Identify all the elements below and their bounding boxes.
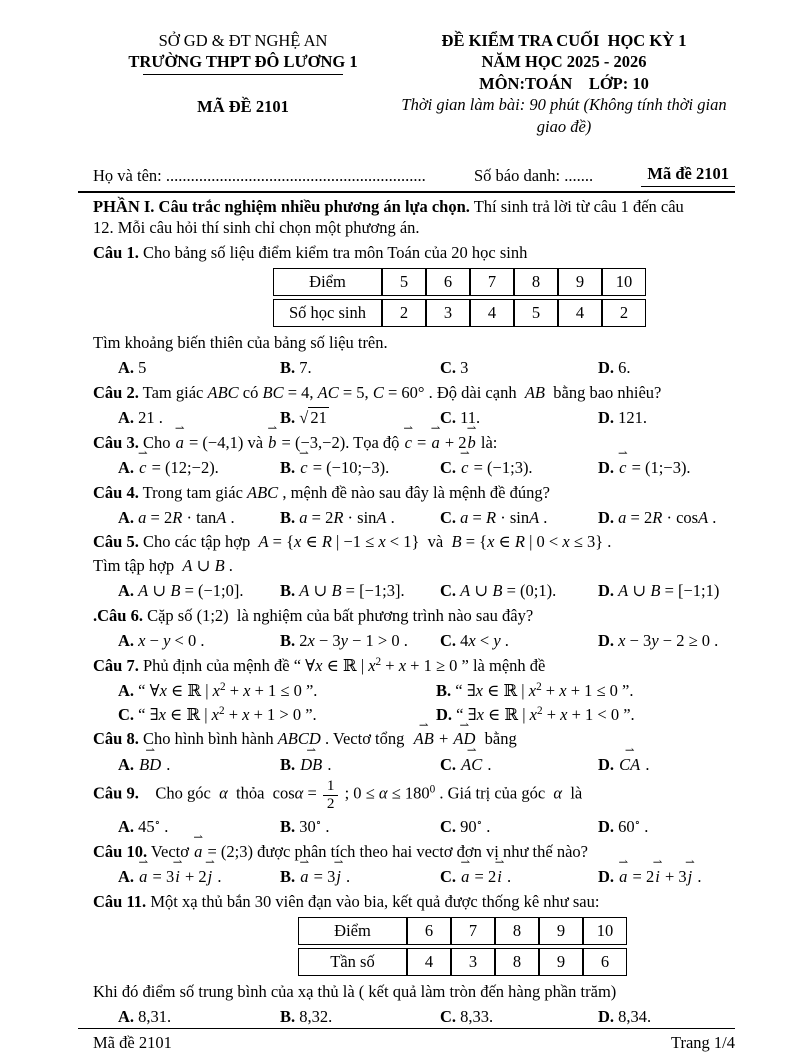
option-C: C. AC ⇀ .: [440, 752, 598, 775]
math-variable: a: [460, 508, 469, 527]
table-row: [273, 299, 646, 327]
option-key: B.: [280, 508, 296, 527]
question-stem: Tìm tập hợp A ∪ B .: [93, 555, 233, 575]
math-variable: y: [651, 631, 659, 651]
table-cell: 8: [495, 917, 539, 945]
table-cell: 6: [583, 948, 627, 976]
superscript: 2: [536, 681, 542, 694]
math-variable: B: [170, 581, 181, 601]
question-label: Câu 8.: [93, 729, 139, 749]
superscript: 2: [536, 704, 543, 717]
radicand: 21: [310, 408, 327, 428]
table-cell: 10: [583, 917, 627, 945]
option-C: C. A ∪ B = (0;1).: [440, 581, 557, 601]
math-variable: x: [529, 704, 537, 724]
options-row: [118, 453, 735, 478]
option-B: B. 7.: [280, 358, 312, 378]
table-cell: 4: [558, 299, 602, 327]
vector: AC ⇀: [460, 754, 483, 775]
table-cell: 6: [426, 268, 470, 296]
table-cell: Điểm: [273, 268, 382, 296]
math-variable: x: [368, 655, 376, 675]
question-4: [93, 480, 735, 529]
superscript: 0: [429, 783, 436, 796]
option-A: A. “ ∀x ∈ ℝ | $x^2 + x + 1 \le 0$ ”.: [118, 681, 318, 701]
option-D: D. c ⇀ = (1;−3).: [598, 455, 735, 478]
math-variable: R: [485, 508, 497, 527]
option-C: C. c ⇀ = (−1;3).: [440, 455, 598, 478]
math-variable: x: [138, 631, 146, 651]
option-D: D. 6.: [598, 358, 631, 378]
vector: b ⇀: [267, 432, 277, 453]
option-A: A. 8,31.: [118, 1007, 172, 1027]
option-C: C. 8,33.: [440, 1007, 494, 1027]
options-row: [118, 676, 735, 725]
superscript: 2: [218, 704, 225, 717]
table-cell: 6: [407, 917, 451, 945]
option-B: B. A ∪ B = [−1;3].: [280, 581, 405, 601]
question-label: Câu 3.: [93, 432, 139, 452]
math-variable: a: [618, 508, 627, 527]
question-stem: .Câu 6. Cặp số (1;2) là nghiệm của bất phương trình nào sau đây?: [93, 605, 534, 625]
duration-line: Thời gian làm bài: 90 phút (Không tính thời gian giao đề): [401, 95, 731, 136]
question-stem: Câu 4. Trong tam giác ABC , mệnh đề nào sau đây là mệnh đề đúng?: [93, 482, 550, 502]
option-key: A.: [118, 631, 135, 651]
options-row: [118, 353, 735, 378]
option-key: C.: [440, 358, 457, 378]
table-cell: Số học sinh: [273, 299, 382, 327]
option-key: A.: [118, 508, 135, 527]
math-variable: x: [559, 681, 567, 701]
question-11: [93, 889, 735, 1028]
math-variable: AC: [317, 382, 339, 402]
question-stem: Câu 5. Cho các tập hợp A = {x ∈ R | −1 ≤ x < 1} và B = {x ∈ R | 0 < x ≤ 3} .: [93, 532, 612, 552]
table-cell: Điểm: [298, 917, 407, 945]
option-key: A.: [118, 1007, 135, 1027]
option-key: D.: [598, 581, 615, 601]
table-row: [298, 917, 627, 945]
math-variable: x: [476, 704, 484, 724]
question-2: [93, 380, 735, 429]
option-key: C.: [440, 408, 457, 428]
school-year: NĂM HỌC 2025 - 2026: [481, 52, 647, 72]
question-stem-continued: Tìm khoảng biến thiên của bảng số liệu trên.: [93, 332, 388, 352]
option-key: D.: [598, 867, 615, 887]
option-key: D.: [598, 458, 615, 478]
math-variable: ABC: [247, 482, 279, 502]
option-A: A. x − y < 0 .: [118, 631, 205, 651]
superscript: 2: [219, 681, 226, 694]
vector: j ⇀: [335, 866, 342, 887]
option-A: A. 5: [118, 358, 147, 378]
vector: c ⇀: [618, 457, 627, 478]
question-3: [93, 430, 735, 479]
question-stem: Câu 2. Tam giác ABC có BC = 4, AC = 5, C = 60° . Độ dài cạnh AB bằng bao nhiêu?: [93, 382, 662, 402]
vector: AD ⇀: [452, 728, 476, 749]
option-A: A. BD ⇀ .: [118, 752, 280, 775]
table-cell: Tần số: [298, 948, 407, 976]
option-key: A.: [118, 358, 135, 378]
question-stem: Câu 9. Cho góc α thỏa cosα = $\frac{1}{2}$ ; $0 \le \alpha \le 180^0$ . Giá trị của góc α là: [93, 777, 583, 812]
vector: a ⇀: [299, 866, 309, 887]
table-cell: 5: [514, 299, 558, 327]
table-cell: 8: [495, 948, 539, 976]
vector: a ⇀: [618, 866, 628, 887]
footer-page-number: Trang 1/4: [670, 1032, 735, 1052]
vector: a ⇀: [460, 866, 470, 887]
question-8: [93, 726, 735, 775]
vector: c ⇀: [138, 457, 147, 478]
option-D: D. “ ∃x ∈ ℝ | $x^2 + x + 1 < 0$ ”.: [436, 704, 635, 724]
option-C: C. 90∘ .: [440, 817, 491, 837]
option-B: [280, 405, 440, 428]
table-cell: 4: [470, 299, 514, 327]
candidate-number-line: Số báo danh: .......: [473, 166, 594, 186]
question-stem: Câu 10. Vectơ a ⇀ = (2;3) được phân tích theo hai vectơ đơn vị như thế nào?: [93, 839, 735, 862]
department-name: SỞ GD & ĐT NGHỆ AN: [158, 31, 328, 50]
math-variable: R: [514, 532, 525, 552]
question-stem: Câu 11. Một xạ thủ bắn 30 viên đạn vào bia, kết quả được thống kê như sau:: [93, 891, 600, 911]
option-key: B.: [280, 408, 296, 428]
math-variable: x: [378, 532, 386, 552]
option-D: D. a = 2R · cosA .: [598, 508, 717, 527]
option-D: D. 8,34.: [598, 1007, 652, 1027]
question-label: Câu 4.: [93, 482, 139, 502]
math-variable: x: [562, 532, 570, 552]
math-variable: α: [378, 783, 388, 803]
math-variable: R: [652, 508, 663, 527]
option-D: D. A ∪ B = [−1;1): [598, 581, 720, 601]
exam-header: [93, 30, 735, 137]
table-cell: 2: [602, 299, 646, 327]
exam-code: MÃ ĐỀ 2101: [197, 96, 289, 116]
math-variable: A: [138, 581, 149, 601]
numerator: 1: [323, 778, 339, 795]
option-key: D.: [598, 408, 615, 428]
question-label: Câu 9.: [93, 783, 139, 803]
math-variable: x: [159, 681, 167, 701]
option-key: C.: [440, 508, 457, 527]
question-label: Câu 10.: [93, 841, 148, 861]
math-variable: R: [321, 532, 332, 552]
math-variable: A: [299, 581, 310, 601]
table-cell: 3: [451, 948, 495, 976]
vector: c ⇀: [460, 457, 469, 478]
math-variable: α: [553, 783, 563, 803]
superscript: ∘: [634, 817, 641, 830]
option-key: B.: [280, 817, 296, 837]
option-key: A.: [118, 681, 135, 701]
math-variable: x: [475, 681, 483, 701]
option-key: D.: [436, 704, 453, 724]
option-A: A. 45∘ .: [118, 817, 169, 837]
questions: [93, 239, 735, 1028]
subject-line: MÔN:TOÁN LỚP: 10: [479, 73, 649, 93]
math-variable: x: [242, 704, 250, 724]
header-right-block: [393, 30, 735, 137]
radical-sign: √: [299, 408, 309, 428]
question-7: [93, 653, 735, 726]
option-key: D.: [598, 508, 615, 527]
option-key: B.: [280, 581, 296, 601]
question-label: Câu 11.: [93, 891, 147, 911]
vector: AB ⇀: [413, 728, 435, 749]
vector: DB ⇀: [299, 754, 323, 775]
table-cell: 7: [470, 268, 514, 296]
math-variable: x: [468, 631, 476, 651]
option-key: B.: [280, 458, 296, 478]
option-D: D. a ⇀ = 2i ⇀ + 3j ⇀ .: [598, 864, 735, 887]
part1-heading-line2: 12. Mỗi câu hỏi thí sinh chỉ chọn một phương án.: [93, 218, 420, 238]
table-cell: 9: [539, 948, 583, 976]
vector: b ⇀: [467, 432, 477, 453]
vector: a ⇀: [430, 432, 440, 453]
vector: BD ⇀: [138, 754, 162, 775]
math-variable: R: [333, 508, 344, 527]
header-left-block: [93, 30, 393, 137]
math-variable: B: [650, 581, 661, 601]
math-variable: x: [528, 681, 537, 701]
vector: a ⇀: [138, 866, 148, 887]
data-table: [298, 914, 627, 979]
math-variable: x: [560, 704, 568, 724]
vector: j ⇀: [687, 866, 694, 887]
denominator: 2: [326, 794, 335, 812]
vector: c ⇀: [299, 457, 308, 478]
options-row: [118, 503, 735, 528]
option-key: B.: [436, 681, 452, 701]
option-key: A.: [118, 458, 135, 478]
table-cell: 8: [514, 268, 558, 296]
option-key: C.: [440, 581, 457, 601]
question-stem: Câu 3. Cho a ⇀ = (−4,1) và b ⇀ = (−3,−2). Tọa độ c ⇀ = a ⇀ + 2b ⇀ là:: [93, 430, 735, 453]
option-D: D. 121.: [598, 408, 648, 428]
question-stem: Câu 1. Cho bảng số liệu điểm kiểm tra môn Toán của 20 học sinh: [93, 242, 528, 262]
table-cell: 10: [602, 268, 646, 296]
part1-heading-rest: Thí sinh trả lời từ câu 1 đến câu: [469, 196, 684, 216]
option-key: B.: [280, 358, 296, 378]
footer-exam-code: Mã đề 2101: [93, 1032, 172, 1052]
part1-heading: [93, 196, 735, 217]
option-A: A. a ⇀ = 3i ⇀ + 2j ⇀ .: [118, 864, 280, 887]
part1-heading-bold: PHẦN I. Câu trắc nghiệm nhiều phương án lựa chọn.: [93, 196, 470, 216]
superscript: ∘: [315, 817, 322, 830]
math-variable: x: [315, 655, 323, 675]
option-C: C. 3: [440, 358, 469, 378]
math-variable: A: [258, 532, 269, 552]
options-row: [118, 1002, 735, 1027]
option-D: D. CA ⇀ .: [598, 752, 735, 775]
table-cell: 3: [426, 299, 470, 327]
superscript: ∘: [154, 817, 161, 830]
superscript: 2: [375, 655, 382, 668]
option-B: B. “ ∃x ∈ ℝ | $x^2 + x + 1 \le 0$ ”.: [436, 681, 634, 701]
option-key: C.: [118, 704, 135, 724]
math-variable: B: [492, 581, 503, 601]
option-key: A.: [118, 817, 135, 837]
option-B: B. a ⇀ = 3j ⇀ .: [280, 864, 440, 887]
table-cell: 4: [407, 948, 451, 976]
option-A: A. c ⇀ = (12;−2).: [118, 455, 280, 478]
option-key: C.: [440, 867, 457, 887]
option-key: B.: [280, 631, 296, 651]
option-B: B. a = 2R · sinA .: [280, 508, 395, 527]
question-label: Câu 7.: [93, 655, 139, 675]
options-row: [118, 862, 735, 887]
option-key: C.: [440, 458, 457, 478]
table-row: [298, 948, 627, 976]
math-variable: A: [182, 555, 193, 575]
question-1: [93, 240, 735, 379]
math-variable: y: [340, 631, 348, 651]
table-cell: 9: [558, 268, 602, 296]
table-row: [273, 268, 646, 296]
options-row: [118, 403, 735, 428]
option-B: B. 8,32.: [280, 1007, 333, 1027]
vector: i ⇀: [174, 866, 181, 887]
math-variable: C: [372, 382, 384, 402]
option-key: C.: [440, 754, 457, 774]
question-label: .Câu 6.: [93, 605, 143, 625]
option-key: B.: [280, 1007, 296, 1027]
option-B: B. 2x − 3y − 1 > 0 .: [280, 631, 408, 651]
table-cell: 7: [451, 917, 495, 945]
option-D: D. x − 3y − 2 ≥ 0 .: [598, 631, 719, 651]
option-B: B. DB ⇀ .: [280, 752, 440, 775]
question-label: Câu 1.: [93, 242, 139, 262]
vector: i ⇀: [654, 866, 661, 887]
math-variable: x: [158, 704, 166, 724]
vector: j ⇀: [207, 866, 214, 887]
candidate-info-row: [78, 163, 735, 192]
math-variable: A: [698, 508, 709, 527]
math-variable: x: [212, 681, 220, 701]
math-variable: a: [138, 508, 147, 527]
exam-code-badge: Mã đề 2101: [641, 163, 735, 186]
question-stem-continued: Khi đó điểm số trung bình của xạ thủ là ( kết quả làm tròn đến hàng phần trăm): [93, 981, 617, 1001]
option-C: C. a = R · sinA .: [440, 508, 548, 527]
option-D: D. 60∘ .: [598, 817, 649, 837]
math-variable: A: [529, 508, 540, 527]
option-key: C.: [440, 817, 457, 837]
question-10: [93, 839, 735, 888]
math-variable: ABCD: [277, 729, 321, 749]
data-table: [273, 265, 646, 330]
option-key: D.: [598, 1007, 615, 1027]
option-A: A. 21 .: [118, 408, 163, 428]
math-variable: A: [618, 581, 629, 601]
superscript: ∘: [476, 817, 483, 830]
option-key: D.: [598, 754, 615, 774]
vector: a ⇀: [175, 432, 185, 453]
option-B: B. 30∘ .: [280, 817, 330, 837]
math-variable: y: [493, 631, 501, 651]
option-C: C. 11.: [440, 408, 481, 428]
square-root: [299, 407, 329, 427]
option-A: A. A ∪ B = (−1;0].: [118, 581, 244, 601]
math-variable: α: [219, 783, 228, 803]
option-key: C.: [440, 1007, 457, 1027]
question-label: Câu 5.: [93, 532, 139, 552]
option-C: C. “ ∃x ∈ ℝ | $x^2 + x + 1 > 0$ ”.: [118, 704, 317, 724]
math-variable: R: [172, 508, 183, 527]
question-stem: Câu 8. Cho hình bình hành ABCD . Vectơ tổng AB ⇀ + AD ⇀ bằng: [93, 726, 735, 749]
table-cell: 9: [539, 917, 583, 945]
options-row: [118, 576, 735, 601]
option-key: D.: [598, 631, 615, 651]
option-C: C. a ⇀ = 2i ⇀ .: [440, 864, 598, 887]
math-variable: B: [451, 532, 462, 552]
fraction: [323, 778, 339, 812]
math-variable: x: [487, 532, 495, 552]
vector: c ⇀: [404, 432, 413, 453]
table-cell: 2: [382, 299, 426, 327]
math-variable: a: [299, 508, 308, 527]
math-variable: ABC: [207, 382, 239, 402]
option-key: D.: [598, 358, 615, 378]
math-variable: x: [307, 631, 315, 651]
table-cell: 5: [382, 268, 426, 296]
math-variable: A: [376, 508, 387, 527]
option-C: C. 4x < y .: [440, 631, 509, 651]
option-key: A.: [118, 408, 135, 428]
option-B: B. c ⇀ = (−10;−3).: [280, 455, 440, 478]
math-variable: x: [211, 704, 219, 724]
options-row: [118, 812, 735, 838]
option-key: B.: [280, 754, 296, 774]
option-key: A.: [118, 581, 135, 601]
name-line: Họ và tên: ...............................................................: [93, 166, 426, 186]
school-name: TRƯỜNG THPT ĐÔ LƯƠNG 1: [128, 52, 358, 72]
option-key: A.: [118, 754, 135, 774]
math-variable: x: [398, 655, 407, 675]
option-key: C.: [440, 631, 457, 651]
question-6: [93, 603, 735, 652]
math-variable: A: [460, 581, 471, 601]
exam-title: ĐỀ KIỂM TRA CUỐI HỌC KỲ 1: [441, 31, 687, 50]
vector: CA ⇀: [618, 754, 641, 775]
question-5: [93, 529, 735, 601]
math-variable: B: [331, 581, 342, 601]
page-footer: [78, 1028, 735, 1053]
question-9: [93, 776, 735, 837]
math-variable: B: [214, 555, 225, 575]
math-variable: x: [618, 631, 626, 651]
math-variable: y: [163, 631, 171, 651]
option-key: D.: [598, 817, 615, 837]
question-label: Câu 2.: [93, 382, 139, 402]
option-key: B.: [280, 867, 296, 887]
math-variable: BC: [262, 382, 284, 402]
math-variable: x: [243, 681, 251, 701]
option-A: A. a = 2R · tanA .: [118, 508, 235, 527]
math-variable: x: [294, 532, 302, 552]
math-variable: α: [294, 783, 304, 803]
options-row: [118, 626, 735, 651]
school-name-rule: [143, 74, 343, 75]
math-variable: AB: [524, 382, 545, 402]
vector: a ⇀: [193, 841, 203, 862]
question-stem: Câu 7. Phủ định của mệnh đề “ ∀x ∈ ℝ | $x^2 + x + 1 \ge 0$ ” là mệnh đề: [93, 655, 546, 675]
math-variable: A: [216, 508, 227, 527]
vector: i ⇀: [496, 866, 503, 887]
option-key: A.: [118, 867, 135, 887]
options-row: [118, 750, 735, 775]
